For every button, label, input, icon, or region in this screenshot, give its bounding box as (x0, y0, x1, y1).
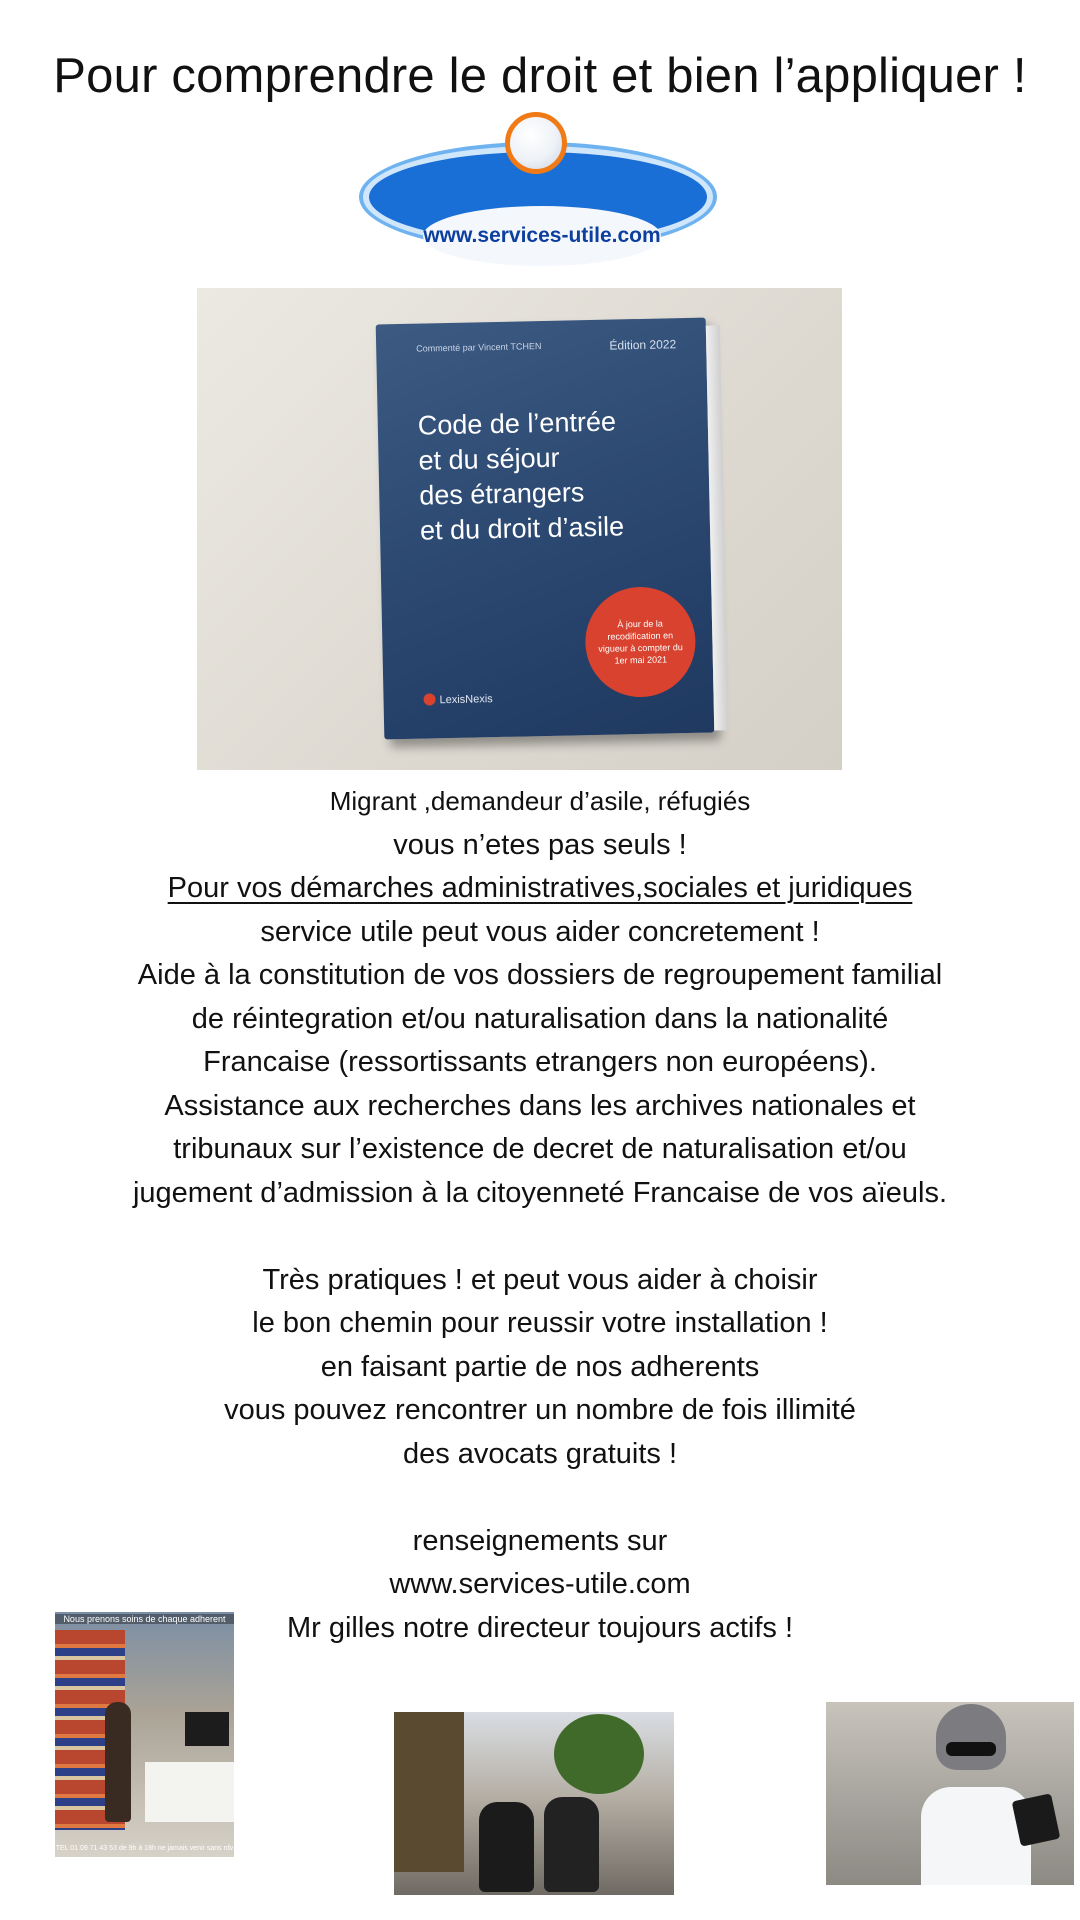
book-title-line: et du droit d’asile (419, 511, 625, 546)
text-line: vous n’etes pas seuls ! (393, 828, 687, 861)
street-photo (394, 1712, 674, 1895)
spacer (40, 1215, 1040, 1259)
office-screen (185, 1712, 229, 1746)
text-line: en faisant partie de nos adherents (320, 1350, 760, 1383)
text-line: tribunaux sur l’existence de decret de naturalisation et/ou (173, 1133, 907, 1165)
book-publisher: LexisNexis (423, 692, 492, 706)
text-line: Francaise (ressortissants etrangers non européens). (203, 1046, 877, 1078)
logo-text: www.services-utile.com (423, 224, 661, 247)
book-sticker-text: À jour de la recodification en vigueur à compter du 1er mai 2021 (598, 618, 683, 666)
book-cover (376, 318, 715, 740)
scooter-right (544, 1797, 599, 1892)
text-line: renseignements sur (412, 1524, 668, 1557)
text-line: vous pouvez rencontrer un nombre de fois illimité (224, 1394, 856, 1426)
street-building (394, 1712, 464, 1872)
text-line: Mr gilles notre directeur toujours actifs ! (286, 1611, 794, 1644)
text-line: jugement d’admission à la citoyenneté Francaise de vos aïeuls. (132, 1176, 948, 1209)
text-line: Aide à la constitution de vos dossiers de regroupement familial (137, 959, 943, 991)
spacer (40, 1476, 1040, 1520)
book-title-line: des étrangers (418, 477, 585, 511)
text-line: Assistance aux recherches dans les archives nationales et (164, 1089, 916, 1122)
book-title-line: et du séjour (418, 442, 560, 476)
logo-globe-icon (505, 112, 567, 174)
text-line: de réintegration et/ou naturalisation dans la nationalité (191, 1002, 889, 1035)
office-footer: TEL 01 09 71 43 53 de 9h à 18h ne jamais venir sans rdv (55, 1845, 234, 1852)
office-desk (145, 1762, 234, 1822)
scooter-left (479, 1802, 534, 1892)
book-photo (197, 288, 842, 770)
services-utile-logo[interactable] (365, 112, 711, 252)
website-link[interactable]: www.services-utile.com (389, 1568, 691, 1600)
text-line: Migrant ,demandeur d’asile, réfugiés (329, 786, 751, 816)
text-line: des avocats gratuits ! (402, 1437, 678, 1470)
text-line-underlined: Pour vos démarches administratives,sociales et juridiques (167, 872, 913, 904)
rider-visor (946, 1742, 996, 1756)
text-line: service utile peut vous aider concretement ! (260, 915, 820, 948)
rider-device (1012, 1793, 1061, 1846)
book-edition: Édition 2022 (609, 337, 677, 353)
book-title-line: Code de l’entrée (417, 406, 617, 441)
office-photo (55, 1612, 234, 1857)
logo-inner (423, 206, 661, 266)
rider-helmet (936, 1704, 1006, 1770)
office-banner: Nous prenons soins de chaque adherent (55, 1614, 234, 1624)
book-spine (706, 325, 728, 730)
book-sticker (584, 586, 696, 698)
office-person (105, 1702, 131, 1822)
body-text (40, 780, 1040, 1650)
street-tree (554, 1714, 644, 1794)
page-title: Pour comprendre le droit et bien l’appliquer ! (53, 49, 1027, 103)
book-title (417, 403, 680, 548)
rider-photo (826, 1702, 1074, 1885)
text-line: Très pratiques ! et peut vous aider à choisir (262, 1263, 818, 1296)
text-line: le bon chemin pour reussir votre installation ! (252, 1307, 828, 1339)
book-author: Commenté par Vincent TCHEN (416, 341, 542, 354)
